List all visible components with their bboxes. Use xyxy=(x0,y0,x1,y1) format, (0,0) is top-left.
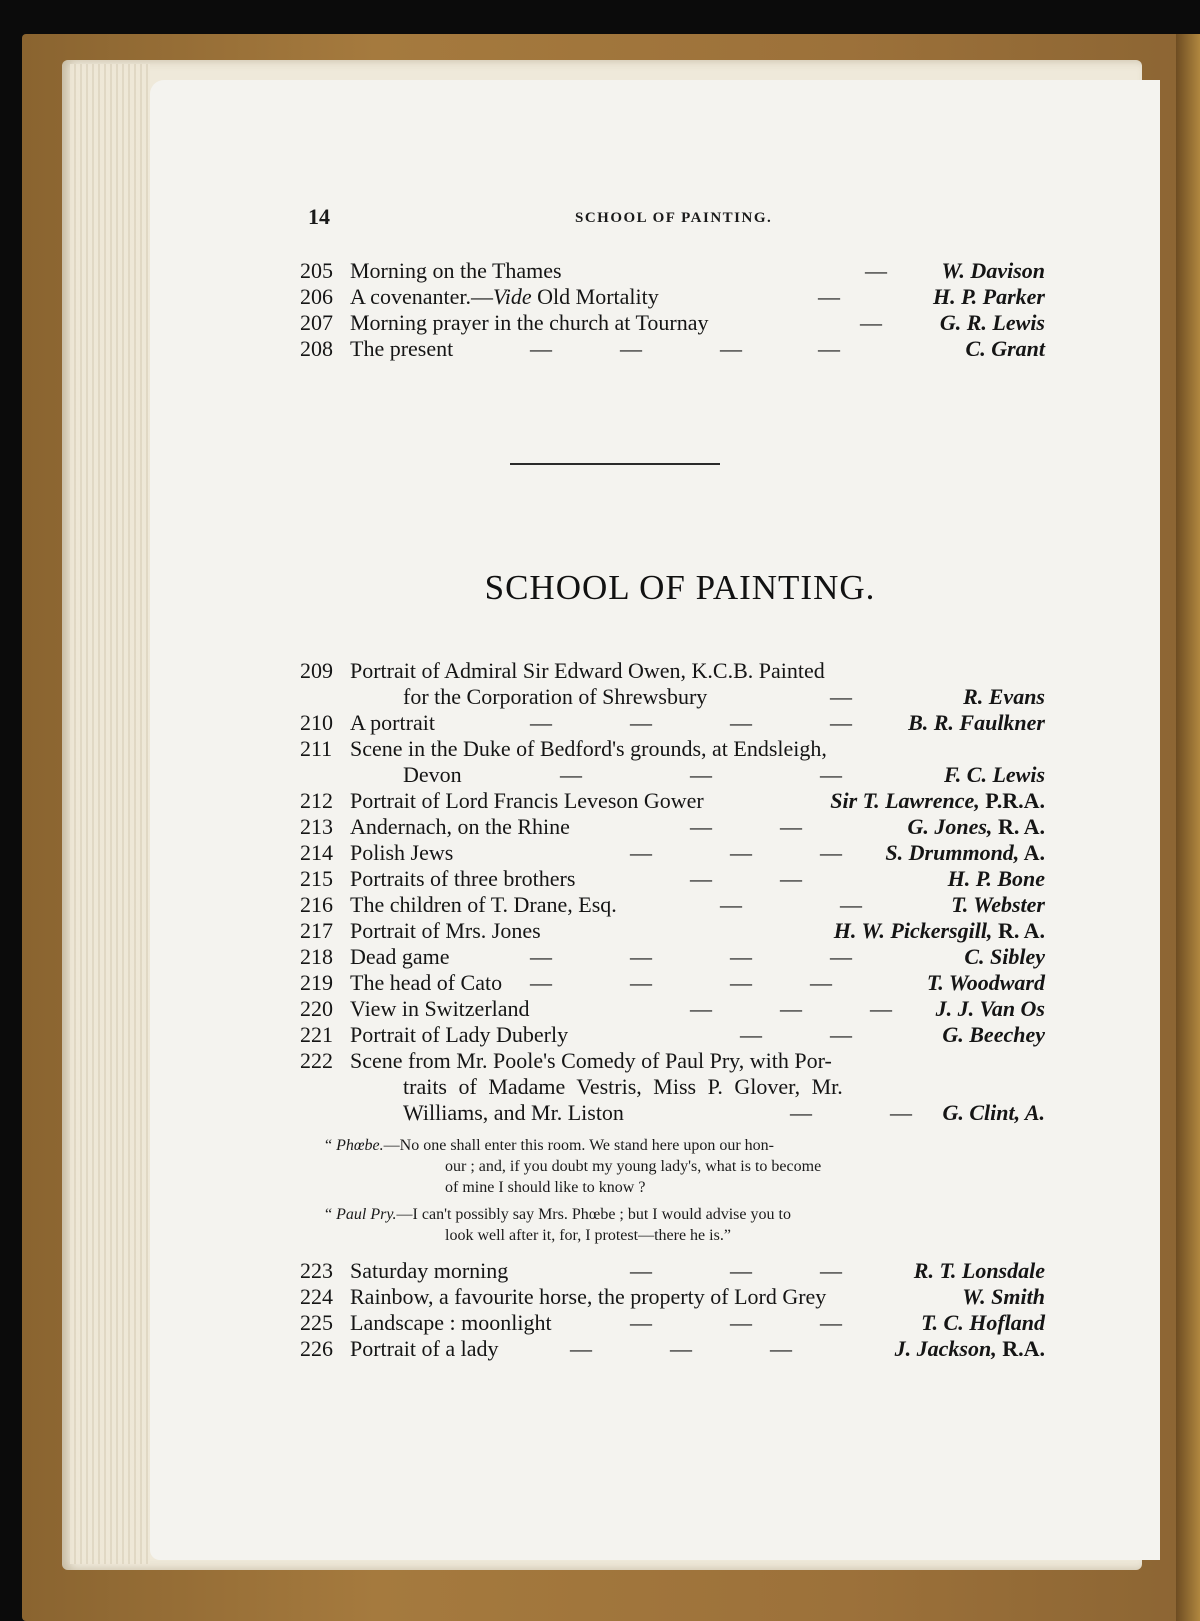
entry-number: 220 xyxy=(300,996,333,1021)
entry-number: 223 xyxy=(300,1258,333,1283)
entry-dash: — xyxy=(530,336,552,361)
entry-artist-honours: A. xyxy=(1019,840,1045,865)
entry-dash: — xyxy=(730,944,752,969)
entry-dash: — xyxy=(630,970,652,995)
entry-dash: — xyxy=(690,762,712,787)
catalogue-entry xyxy=(300,1048,1045,1073)
entry-artist: T. Woodward xyxy=(926,970,1045,995)
entry-title-continued: for the Corporation of Shrewsbury xyxy=(403,684,708,709)
book-spine-edge xyxy=(1176,34,1200,1621)
entry-number: 209 xyxy=(300,658,333,683)
entry-number: 226 xyxy=(300,1336,333,1361)
entry-dash: — xyxy=(730,840,752,865)
entry-title: Scene from Mr. Poole's Comedy of Paul Pry, with Por- xyxy=(350,1048,832,1073)
catalogue-entry xyxy=(300,284,1045,309)
entry-dash: — xyxy=(690,996,712,1021)
entry-number: 211 xyxy=(300,736,333,761)
entry-dash: — xyxy=(670,1336,692,1361)
entry-artist xyxy=(834,918,1045,943)
entry-title: Dead game xyxy=(350,944,450,969)
entry-dash: — xyxy=(780,814,802,839)
entry-title: The present xyxy=(350,336,454,361)
quotation-line xyxy=(445,1156,821,1177)
entry-artist xyxy=(907,814,1045,839)
catalogue-entry xyxy=(300,336,1045,361)
entry-title-italic: Vide xyxy=(492,284,532,309)
entry-title-continued: Devon xyxy=(403,762,462,787)
entry-number: 205 xyxy=(300,258,333,283)
catalogue-entry xyxy=(300,710,1045,735)
entry-artist-name: H. W. Pickersgill, xyxy=(833,918,993,943)
quote-text: —No one shall enter this room. We stand here upon our hon- xyxy=(383,1137,774,1154)
entry-title: Polish Jews xyxy=(350,840,454,865)
entry-dash: — xyxy=(818,284,840,309)
section-divider xyxy=(510,463,720,465)
entry-title: Portraits of three brothers xyxy=(350,866,576,891)
entry-artist: G. R. Lewis xyxy=(939,310,1045,335)
quotation-line xyxy=(445,1225,731,1246)
catalogue-entry xyxy=(300,1022,1045,1047)
entry-title: Portrait of Mrs. Jones xyxy=(350,918,541,943)
entry-artist: F. C. Lewis xyxy=(943,762,1045,787)
entry-dash: — xyxy=(690,814,712,839)
entry-artist: T. Webster xyxy=(951,892,1045,917)
catalogue-entry xyxy=(300,788,1045,813)
entry-number: 207 xyxy=(300,310,333,335)
entry-dash: — xyxy=(780,996,802,1021)
entry-dash: — xyxy=(820,840,842,865)
catalogue-entry xyxy=(300,892,1045,917)
entry-artist: J. J. Van Os xyxy=(935,996,1045,1021)
catalogue-entry xyxy=(300,1336,1045,1361)
entry-artist: R. T. Lonsdale xyxy=(913,1258,1045,1283)
entry-number: 217 xyxy=(300,918,333,943)
catalogue-entry xyxy=(300,310,1045,335)
entry-title: The head of Cato xyxy=(350,970,503,995)
entry-number: 212 xyxy=(300,788,333,813)
entry-dash: — xyxy=(560,762,582,787)
entry-artist xyxy=(895,1336,1045,1361)
entry-title xyxy=(350,284,659,309)
entry-dash: — xyxy=(630,710,652,735)
entry-artist xyxy=(830,788,1045,813)
entry-dash: — xyxy=(780,866,802,891)
entry-dash: — xyxy=(830,944,852,969)
entry-title: Portrait of Lord Francis Leveson Gower xyxy=(350,788,704,813)
entry-dash: — xyxy=(770,1336,792,1361)
entry-dash: — xyxy=(530,944,552,969)
entry-dash: — xyxy=(730,970,752,995)
entry-dash: — xyxy=(730,1310,752,1335)
quote-speaker: Phœbe. xyxy=(336,1137,384,1154)
entry-artist-honours: R. A. xyxy=(992,814,1045,839)
catalogue-entry xyxy=(300,996,1045,1021)
entry-dash: — xyxy=(630,840,652,865)
entry-number: 218 xyxy=(300,944,333,969)
entry-title: The children of T. Drane, Esq. xyxy=(350,892,617,917)
catalogue-entry xyxy=(300,258,1045,283)
entry-title: A portrait xyxy=(350,710,435,735)
page-number: 14 xyxy=(308,204,330,229)
quote-speaker: Paul Pry. xyxy=(336,1206,397,1223)
entry-number: 216 xyxy=(300,892,333,917)
catalogue-entry-continued xyxy=(300,1100,1045,1125)
entry-artist: G. Clint, A. xyxy=(942,1100,1045,1125)
entry-title: Portrait of Lady Duberly xyxy=(350,1022,569,1047)
entry-title: Landscape : moonlight xyxy=(350,1310,552,1335)
quote-text: look well after it, for, I protest—there he is.” xyxy=(445,1227,731,1244)
entry-number: 225 xyxy=(300,1310,333,1335)
entry-artist: G. Beechey xyxy=(942,1022,1045,1047)
entry-dash: — xyxy=(870,996,892,1021)
entry-artist xyxy=(885,840,1045,865)
entry-title: Portrait of Admiral Sir Edward Owen, K.C.B. Painted xyxy=(350,658,825,683)
entry-artist: C. Grant xyxy=(965,336,1045,361)
quote-text: —I can't possibly say Mrs. Phœbe ; but I would advise you to xyxy=(396,1206,791,1223)
catalogue-entry xyxy=(300,840,1045,865)
entry-dash: — xyxy=(620,336,642,361)
entry-dash: — xyxy=(730,710,752,735)
entry-dash: — xyxy=(570,1336,592,1361)
entry-dash: — xyxy=(720,892,742,917)
quotation-line: “ Phœbe.—No one shall enter this room. We stand here upon our hon- xyxy=(325,1137,774,1154)
entry-artist-honours: R.A. xyxy=(996,1336,1045,1361)
entry-dash: — xyxy=(830,684,852,709)
entry-dash: — xyxy=(830,1022,852,1047)
catalogue-entry xyxy=(300,970,1045,995)
entry-artist-name: S. Drummond, xyxy=(885,840,1020,865)
entry-dash: — xyxy=(730,1258,752,1283)
entry-dash: — xyxy=(820,762,842,787)
entry-artist-name: G. Jones, xyxy=(907,814,993,839)
catalogue-entry xyxy=(300,1310,1045,1335)
entry-dash: — xyxy=(890,1100,912,1125)
catalogue-entry xyxy=(300,918,1045,943)
entry-dash: — xyxy=(630,1258,652,1283)
entry-title: Rainbow, a favourite horse, the property of Lord Grey xyxy=(350,1284,827,1309)
entry-dash: — xyxy=(720,336,742,361)
running-head: SCHOOL OF PAINTING. xyxy=(575,210,773,226)
section-heading: SCHOOL OF PAINTING. xyxy=(484,568,876,607)
entry-dash: — xyxy=(810,970,832,995)
catalogue-entry-continued xyxy=(300,684,1045,709)
page-header xyxy=(308,204,1068,234)
entry-artist: H. P. Parker xyxy=(932,284,1045,309)
entry-dash: — xyxy=(860,310,882,335)
catalogue-entry xyxy=(300,814,1045,839)
entry-title: Andernach, on the Rhine xyxy=(350,814,570,839)
entry-number: 214 xyxy=(300,840,333,865)
entry-dash: — xyxy=(740,1022,762,1047)
entry-title: Morning on the Thames xyxy=(350,258,562,283)
entry-artist-name: Sir T. Lawrence, xyxy=(830,788,980,813)
page-edges xyxy=(70,64,150,1564)
entry-number: 208 xyxy=(300,336,333,361)
entry-title: Saturday morning xyxy=(350,1258,509,1283)
entry-dash: — xyxy=(818,336,840,361)
catalogue-entry-continued xyxy=(300,1074,1045,1099)
entry-number: 222 xyxy=(300,1048,333,1073)
entry-number: 210 xyxy=(300,710,333,735)
entry-number: 213 xyxy=(300,814,333,839)
entry-artist-honours: P.R.A. xyxy=(979,788,1045,813)
entry-artist: T. C. Hofland xyxy=(921,1310,1045,1335)
entry-dash: — xyxy=(530,970,552,995)
entry-number: 206 xyxy=(300,284,333,309)
entry-artist-name: J. Jackson, xyxy=(894,1336,997,1361)
entry-artist: W. Davison xyxy=(941,258,1045,283)
catalogue-entry xyxy=(300,658,1045,683)
entry-number: 219 xyxy=(300,970,333,995)
entry-title-continued: traits of Madame Vestris, Miss P. Glover, Mr. xyxy=(403,1074,843,1099)
entry-artist: H. P. Bone xyxy=(947,866,1045,891)
entry-title-prefix: A covenanter.— xyxy=(350,284,493,309)
catalogue-entry xyxy=(300,866,1045,891)
entry-number: 215 xyxy=(300,866,333,891)
entry-title-suffix: Old Mortality xyxy=(531,284,659,309)
entry-number: 221 xyxy=(300,1022,333,1047)
quotation-line xyxy=(445,1177,645,1198)
catalogue-entry xyxy=(300,944,1045,969)
entry-artist: C. Sibley xyxy=(964,944,1045,969)
entry-dash: — xyxy=(820,1310,842,1335)
entry-dash: — xyxy=(840,892,862,917)
entry-title: Morning prayer in the church at Tournay xyxy=(350,310,709,335)
entry-title: Portrait of a lady xyxy=(350,1336,499,1361)
entry-artist: R. Evans xyxy=(963,684,1045,709)
quote-text: our ; and, if you doubt my young lady's, what is to become xyxy=(445,1158,822,1175)
catalogue-entry xyxy=(300,1258,1045,1283)
quotation-line: “ Paul Pry.—I can't possibly say Mrs. Phœbe ; but I would advise you to xyxy=(325,1206,791,1223)
entry-title: Scene in the Duke of Bedford's grounds, at Endsleigh, xyxy=(350,736,827,761)
entry-artist: B. R. Faulkner xyxy=(908,710,1045,735)
catalogue-entry xyxy=(300,1284,1045,1309)
entry-title: View in Switzerland xyxy=(350,996,530,1021)
catalogue-entry xyxy=(300,736,1045,761)
entry-dash: — xyxy=(865,258,887,283)
catalogue-entry-continued xyxy=(300,762,1045,787)
entry-dash: — xyxy=(530,710,552,735)
entry-title-continued: Williams, and Mr. Liston xyxy=(403,1100,624,1125)
entry-dash: — xyxy=(820,1258,842,1283)
entry-artist: W. Smith xyxy=(962,1284,1045,1309)
entry-dash: — xyxy=(690,866,712,891)
entry-number: 224 xyxy=(300,1284,333,1309)
entry-artist-honours: R. A. xyxy=(992,918,1045,943)
entry-dash: — xyxy=(630,1310,652,1335)
entry-dash: — xyxy=(830,710,852,735)
quote-text: of mine I should like to know ? xyxy=(445,1179,646,1196)
entry-dash: — xyxy=(790,1100,812,1125)
entry-dash: — xyxy=(630,944,652,969)
